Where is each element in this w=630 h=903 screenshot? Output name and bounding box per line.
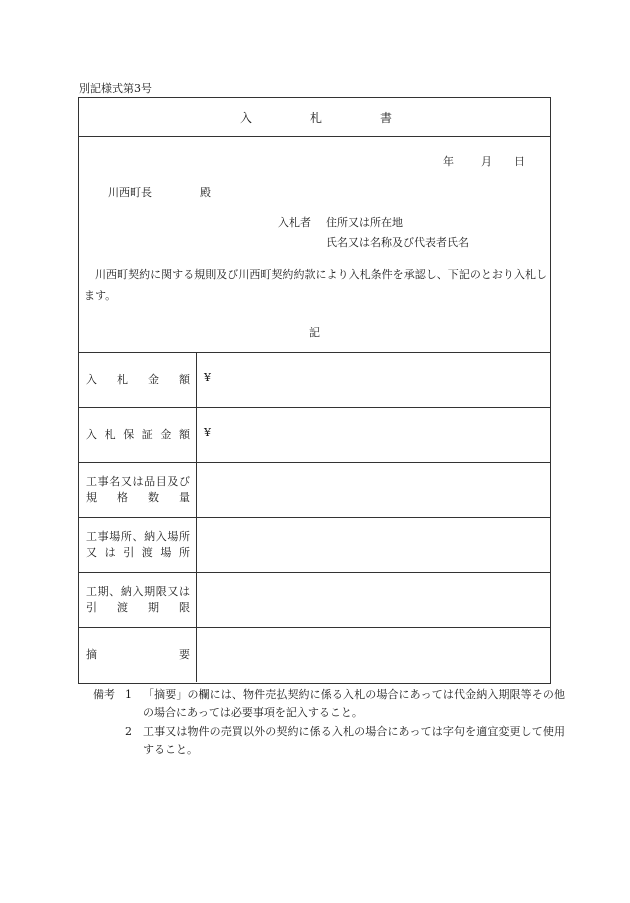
row-label (79, 628, 197, 682)
detail-rows (79, 352, 550, 682)
date-month: 月 (481, 155, 492, 168)
row-label-line: 入札保証金額 (86, 428, 190, 441)
note-text: 「摘要」の欄には、物件売払契約に係る入札の場合にあっては代金納入期限等その他の場合にあっては必要事項を記入すること。 (143, 688, 565, 719)
row-label (79, 518, 197, 572)
row-label-line: 引 渡 期 限 (86, 601, 190, 614)
title-row (79, 98, 550, 137)
form-number: 別記様式第3号 (79, 82, 152, 95)
row-value: ¥ (204, 371, 211, 384)
row-value: ¥ (204, 426, 211, 439)
note-item (125, 723, 565, 759)
title-char-1: 入 (240, 111, 253, 125)
row-label (79, 353, 197, 407)
note-item (125, 686, 565, 722)
row-label-line: 工事場所、納入場所 (86, 530, 190, 543)
bidder-name-label: 氏名又は名称及び代表者氏名 (326, 236, 469, 249)
row-project-name (79, 462, 550, 517)
row-label-line: 規 格 数 量 (86, 491, 190, 504)
bid-form (78, 97, 551, 684)
row-label-line: 摘 要 (86, 648, 190, 661)
row-label-line: 又は引渡場所 (86, 546, 190, 559)
bidder-label: 入札者 (278, 216, 311, 229)
note-text: 工事又は物件の売買以外の契約に係る入札の場合にあっては字句を適宜変更して使用すること。 (143, 725, 565, 756)
addressee-name: 川西町長 (108, 186, 152, 199)
row-remarks (79, 627, 550, 682)
date-day: 日 (514, 155, 525, 168)
note-number: 1 (125, 688, 132, 701)
title-char-2: 札 (310, 111, 323, 125)
ki-label: 記 (309, 326, 320, 339)
note-number: 2 (125, 725, 132, 738)
row-label (79, 408, 197, 462)
row-label-line: 工事名又は品目及び (86, 475, 190, 488)
row-bid-amount (79, 352, 550, 407)
notes-label: 備考 (93, 688, 115, 701)
title-char-3: 書 (380, 111, 393, 125)
bidder-address-label: 住所又は所在地 (326, 216, 403, 229)
row-bid-deposit (79, 407, 550, 462)
row-location (79, 517, 550, 572)
date-year: 年 (443, 155, 454, 168)
row-label (79, 463, 197, 517)
row-label-line: 入 札 金 額 (86, 373, 190, 386)
row-label-line: 工期、納入期限又は (86, 585, 190, 598)
body-text: 川西町契約に関する規則及び川西町契約約款により入札条件を承認し、下記のとおり入札します。 (84, 268, 547, 302)
row-period (79, 572, 550, 627)
row-label (79, 573, 197, 627)
addressee-honorific: 殿 (200, 186, 211, 199)
